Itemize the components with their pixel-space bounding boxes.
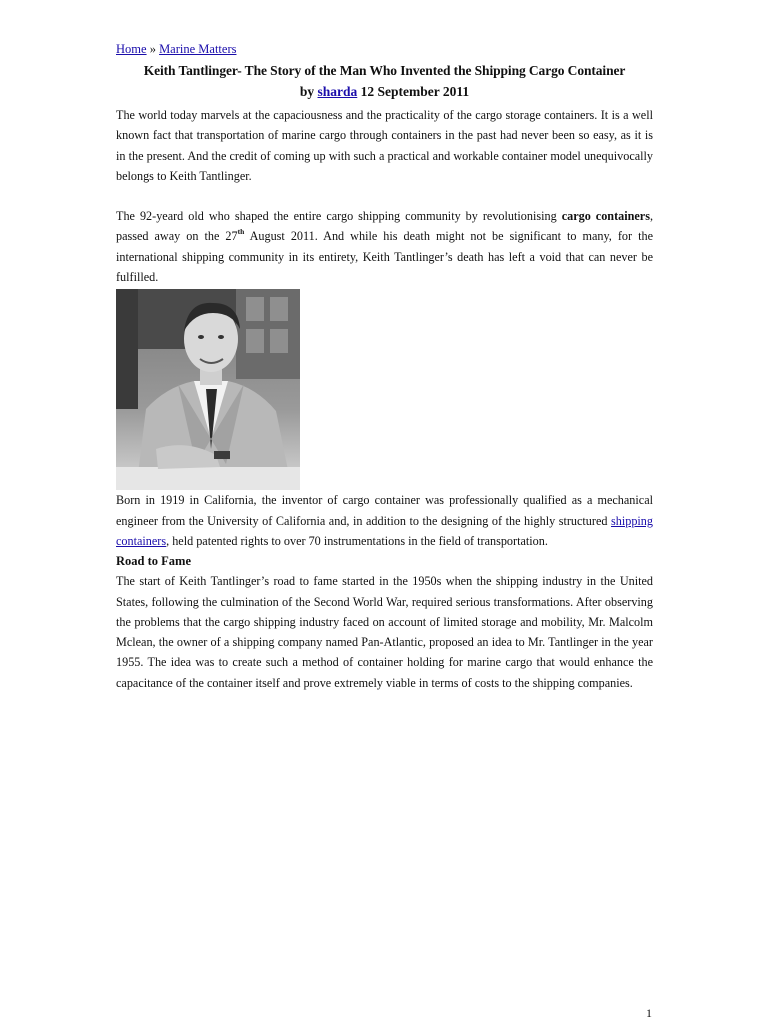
byline xyxy=(116,83,653,101)
article-title: Keith Tantlinger- The Story of the Man Who Invented the Shipping Cargo Container xyxy=(143,63,626,78)
breadcrumb xyxy=(116,40,653,58)
paragraph-death-text-c: August 2011. And while his death might not be significant to many, for the international shipping community in its entirety, Keith Tantlinger’s death has left a void that can never be fulfilled. xyxy=(116,229,653,285)
paragraph-biography-text-a: Born in 1919 in California, the inventor of cargo container was professionally qualified as a mechanical engineer from the University of California and, in addition to the designing of the highly structured xyxy=(116,493,653,528)
paragraph-death-text-a: The 92-yeard old who shaped the entire cargo shipping community by revolutionising xyxy=(116,209,557,224)
paragraph-biography-text-b: , held patented rights to over 70 instrumentations in the field of transportation. xyxy=(166,533,548,548)
byline-prefix: by xyxy=(299,84,315,99)
cargo-containers-bold: cargo containers xyxy=(561,209,650,224)
paragraph-road-to-fame: The start of Keith Tantlinger’s road to fame started in the 1950s when the shipping industry in the United States, following the culmination of the Second World War, required serious transformations. After observing the problems that the cargo shipping industry faced on account of limited storage and mobility, Mr. Malcolm Mclean, the owner of a shipping company named Pan-Atlantic, proposed an idea to Mr. Tantlinger in the year 1955. The idea was to create such a method of container holding for marine cargo that would enhance the capacitance of the container itself and prove extremely viable in terms of costs to the shipping companies. xyxy=(116,574,653,690)
paragraph-intro: The world today marvels at the capaciousness and the practicality of the cargo storage containers. It is a well known fact that transportation of marine cargo through containers in the past had never been so easy, as it is in the present. And the credit of coming up with such a practical and workable container model unequivocally belongs to Keith Tantlinger. xyxy=(116,108,653,183)
shipping-containers-link[interactable]: shipping containers xyxy=(116,513,653,548)
portrait-illustration xyxy=(116,289,300,490)
paragraph-death-text-b: , passed away on the 27 xyxy=(116,209,653,244)
paragraph-death xyxy=(116,206,653,287)
breadcrumb-home-link[interactable]: Home xyxy=(116,42,147,56)
document-page xyxy=(116,40,653,693)
portrait-photo xyxy=(116,289,300,490)
author-link[interactable]: sharda xyxy=(317,84,358,99)
ordinal-suffix: th xyxy=(237,227,245,237)
section-heading-road-to-fame: Road to Fame xyxy=(116,554,191,569)
paragraph-biography xyxy=(116,490,653,551)
page-number: 1 xyxy=(646,1006,652,1020)
publish-date: 12 September 2011 xyxy=(360,84,470,99)
breadcrumb-separator: » xyxy=(149,42,156,56)
breadcrumb-section-link[interactable]: Marine Matters xyxy=(159,42,237,56)
